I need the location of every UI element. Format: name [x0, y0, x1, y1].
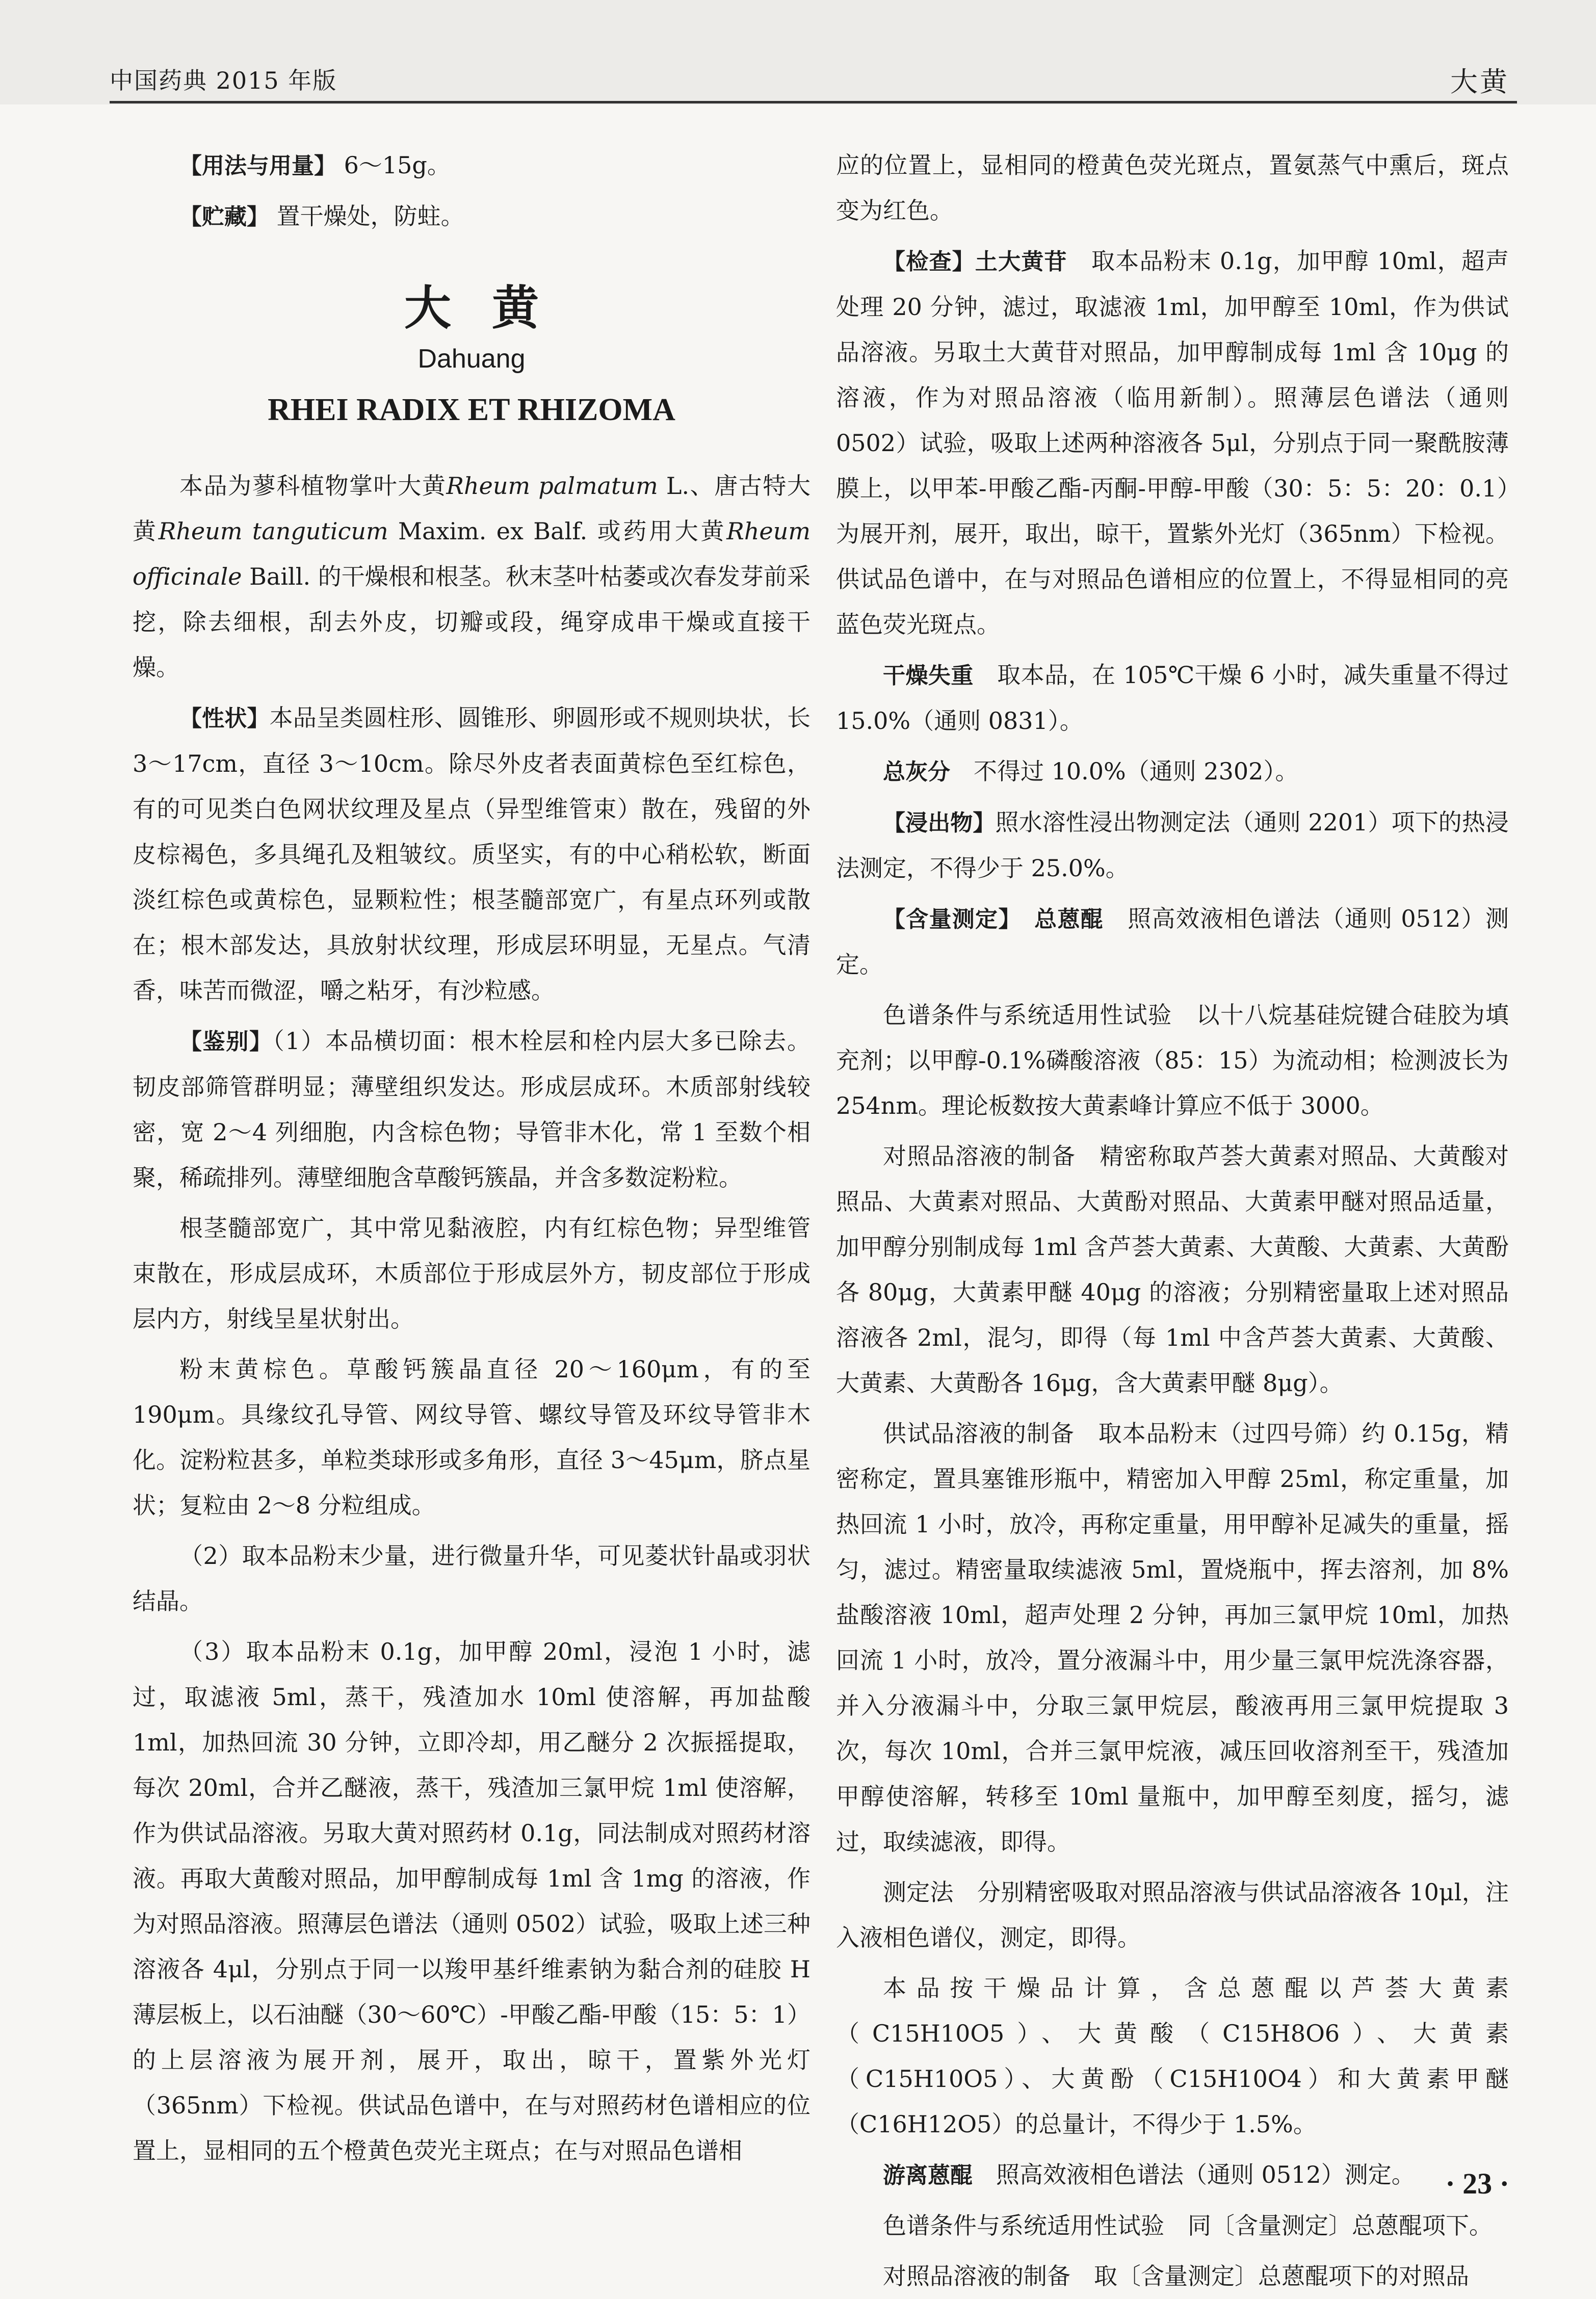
total-ash	[836, 749, 1509, 795]
usage-label: 【用法与用量】	[179, 153, 336, 179]
extractives	[836, 800, 1509, 891]
title-latin: RHEI RADIX ET RHIZOMA	[268, 393, 675, 427]
total-ash-text: 不得过 10.0%（通则 2302）。	[974, 757, 1299, 785]
check-label: 【检查】	[883, 249, 975, 275]
free-anthraquinone	[836, 2152, 1509, 2198]
page-number: · 23 ·	[1445, 2167, 1509, 2200]
reference-solution-2: 对照品溶液的制备 取〔含量测定〕总蒽醌项下的对照品	[883, 2262, 1469, 2290]
total-anthraquinone-text: 照高效液相色谱法（通则 0512）测定。	[836, 905, 1509, 978]
chromatographic-conditions: 色谱条件与系统适用性试验 以十八烷基硅烷键合硅胶为填充剂；以甲醇-0.1%磷酸溶液（85：15）为流动相；检测波长为 254nm。理论板数按大黄素峰计算应不低于 3000。	[836, 1001, 1509, 1119]
identification-2: （2）取本品粉末少量，进行微量升华，可见菱状针晶或羽状结晶。	[133, 1542, 810, 1615]
storage-label: 【贮藏】	[179, 204, 269, 230]
identification-1	[133, 1018, 810, 1200]
extractives-label: 【浸出物】	[883, 810, 996, 836]
storage-paragraph	[133, 194, 810, 240]
description-label: 【性状】	[179, 706, 270, 732]
identification-label: 【鉴别】	[179, 1029, 273, 1055]
rhaponticin-text: 取本品粉末 0.1g，加甲醇 10ml，超声处理 20 分钟，滤过，取滤液 1ml，加甲醇至 10ml，作为供试品溶液。另取土大黄苷对照品，加甲醇制成每 1ml 含 10μg 的溶液，作为对照品溶液（临用新制）。照薄层色谱法（通则 0502）试验，吸取上述两种溶液各 5μl，分别点于同一聚酰胺薄膜上，以甲苯-甲酸乙酯-丙酮-甲醇-甲酸（30：5：5：20：0.1）为展开剂，展开，取出，晾干，置紫外光灯（365nm）下检视。供试品色谱中，在与对照品色谱相应的位置上，不得显相同的亮蓝色荧光斑点。	[836, 247, 1509, 638]
identification-1c: 粉末黄棕色。草酸钙簇晶直径 20～160μm，有的至 190μm。具缘纹孔导管、网纹导管、螺纹导管及环纹导管非木化。淀粉粒甚多，单粒类球形或多角形，直径 3～45μm，脐点星状；复粒由 2～8 分粒组成。	[133, 1355, 810, 1519]
title-chinese: 大黄	[404, 281, 580, 335]
monograph-title	[133, 281, 810, 433]
description-text: 本品呈类圆柱形、圆锥形、卵圆形或不规则块状，长 3～17cm，直径 3～10cm。除尽外皮者表面黄棕色至红棕色，有的可见类白色网状纹理及星点（异型维管束）散在，残留的外皮棕褐色，多具绳孔及粗皱纹。质坚实，有的中心稍松软，断面淡红棕色或黄棕色，显颗粒性；根茎髓部宽广，有星点环列或散在；根木部发达，具放射状纹理，形成层环明显，无星点。气清香，味苦而微涩，嚼之粘牙，有沙粒感。	[133, 704, 811, 1004]
origin-text-a: 本品为蓼科植物掌叶大黄	[179, 472, 447, 500]
book-title: 中国药典 2015 年版	[110, 67, 337, 94]
calculation: 本品按干燥品计算，含总蒽醌以芦荟大黄素（C15H10O5）、大黄酸（C15H8O6）、大黄素（C15H10O5）、大黄酚（C15H10O4）和大黄素甲醚（C16H12O5）的总量计，不得少于 1.5%。	[836, 1974, 1509, 2138]
assay	[836, 896, 1509, 987]
usage-text: 6～15g。	[344, 151, 451, 179]
running-header	[0, 0, 1596, 104]
storage-text: 置干燥处，防蛀。	[276, 202, 464, 230]
extractives-text: 照水溶性浸出物测定法（通则 2201）项下的热浸法测定，不得少于 25.0%。	[836, 808, 1509, 882]
left-column	[133, 143, 810, 2182]
loss-on-drying-text: 取本品，在 105℃干燥 6 小时，减失重量不得过 15.0%（通则 0831）。	[836, 661, 1509, 735]
loss-on-drying-label: 干燥失重	[883, 663, 974, 689]
loss-on-drying	[836, 652, 1509, 744]
header-rule	[110, 101, 1517, 103]
origin-text-d: Baill. 的干燥根和根茎。秋末茎叶枯萎或次春发芽前采挖，除去细根，刮去外皮，切瓣或段，绳穿成串干燥或直接干燥。	[133, 563, 810, 681]
identification-3-cont: 应的位置上，显相同的橙黄色荧光斑点，置氨蒸气中熏后，斑点变为红色。	[836, 151, 1509, 224]
identification-1b: 根茎髓部宽广，其中常见黏液腔，内有红棕色物；异型维管束散在，形成层成环，木质部位于形成层外方，韧皮部位于形成层内方，射线呈星状射出。	[133, 1214, 810, 1333]
total-ash-label: 总灰分	[883, 759, 950, 785]
origin-text-c: Maxim. ex Balf. 或药用大黄	[388, 517, 727, 545]
entry-name: 大黄	[1450, 66, 1509, 98]
rhaponticin-label: 土大黄苷	[975, 249, 1067, 275]
procedure: 测定法 分别精密吸取对照品溶液与供试品溶液各 10μl，注入液相色谱仪，测定，即得。	[836, 1878, 1509, 1951]
origin-text-b: L.、唐古特大黄	[133, 472, 811, 545]
origin-paragraph	[133, 463, 810, 690]
free-anthraquinone-text: 照高效液相色谱法（通则 0512）测定。	[996, 2161, 1415, 2188]
title-pinyin: Dahuang	[417, 344, 526, 374]
identification-3: （3）取本品粉末 0.1g，加甲醇 20ml，浸泡 1 小时，滤过，取滤液 5ml，蒸干，残渣加水 10ml 使溶解，再加盐酸 1ml，加热回流 30 分钟，立即冷却，用乙醚分 2 次振摇提取，每次 20ml，合并乙醚液，蒸干，残渣加三氯甲烷 1ml 使溶解，作为供试品溶液。另取大黄对照药材 0.1g，同法制成对照药材溶液。再取大黄酸对照品，加甲醇制成每 1ml 含 1mg 的溶液，作为对照品溶液。照薄层色谱法（通则 0502）试验，吸取上述三种溶液各 4μl，分别点于同一以羧甲基纤维素钠为黏合剂的硅胶 H 薄层板上，以石油醚（30～60℃）-甲酸乙酯-甲酸（15：5：1）的上层溶液为展开剂，展开，取出，晾干，置紫外光灯（365nm）下检视。供试品色谱中，在与对照药材色谱相应的位置上，显相同的五个橙黄色荧光主斑点；在与对照品色谱相	[133, 1638, 810, 2164]
species-3: Rheum officinale	[133, 517, 810, 590]
reference-solution: 对照品溶液的制备 精密称取芦荟大黄素对照品、大黄酸对照品、大黄素对照品、大黄酚对照品、大黄素甲醚对照品适量，加甲醇分别制成每 1ml 含芦荟大黄素、大黄酸、大黄素、大黄酚各 80μg，大黄素甲醚 40μg 的溶液；分别精密量取上述对照品溶液各 2ml，混匀，即得（每 1ml 中含芦荟大黄素、大黄酸、大黄素、大黄酚各 16μg，含大黄素甲醚 8μg）。	[836, 1142, 1509, 1397]
assay-label: 【含量测定】	[883, 906, 1010, 932]
check-rhaponticin	[836, 239, 1509, 647]
free-anthraquinone-label: 游离蒽醌	[883, 2162, 973, 2188]
chromatographic-conditions-2: 色谱条件与系统适用性试验 同〔含量测定〕总蒽醌项下。	[883, 2212, 1493, 2239]
test-solution: 供试品溶液的制备 取本品粉末（过四号筛）约 0.15g，精密称定，置具塞锥形瓶中，精密加入甲醇 25ml，称定重量，加热回流 1 小时，放冷，再称定重量，用甲醇补足减失的重量，摇匀，滤过。精密量取续滤液 5ml，置烧瓶中，挥去溶剂，加 8%盐酸溶液 10ml，超声处理 2 分钟，再加三氯甲烷 10ml，加热回流 1 小时，放冷，置分液漏斗中，用少量三氯甲烷洗涤容器，并入分液漏斗中，分取三氯甲烷层，酸液再用三氯甲烷提取 3 次，每次 10ml，合并三氯甲烷液，减压回收溶剂至干，残渣加甲醇使溶解，转移至 10ml 量瓶中，加甲醇至刻度，摇匀，滤过，取续滤液，即得。	[836, 1420, 1509, 1856]
description-paragraph	[133, 695, 810, 1013]
species-2: Rheum tanguticum	[158, 517, 388, 545]
species-1: Rheum palmatum	[446, 472, 658, 500]
total-anthraquinone-label: 总蒽醌	[1034, 906, 1104, 932]
usage-paragraph	[133, 143, 810, 189]
identification-1-text: （1）本品横切面：根木栓层和栓内层大多已除去。韧皮部筛管群明显；薄壁组织发达。形成层成环。木质部射线较密，宽 2～4 列细胞，内含棕色物；导管非木化，常 1 至数个相聚，稀疏排列。薄壁细胞含草酸钙簇晶，并含多数淀粉粒。	[133, 1027, 810, 1191]
right-column	[836, 143, 1509, 2290]
